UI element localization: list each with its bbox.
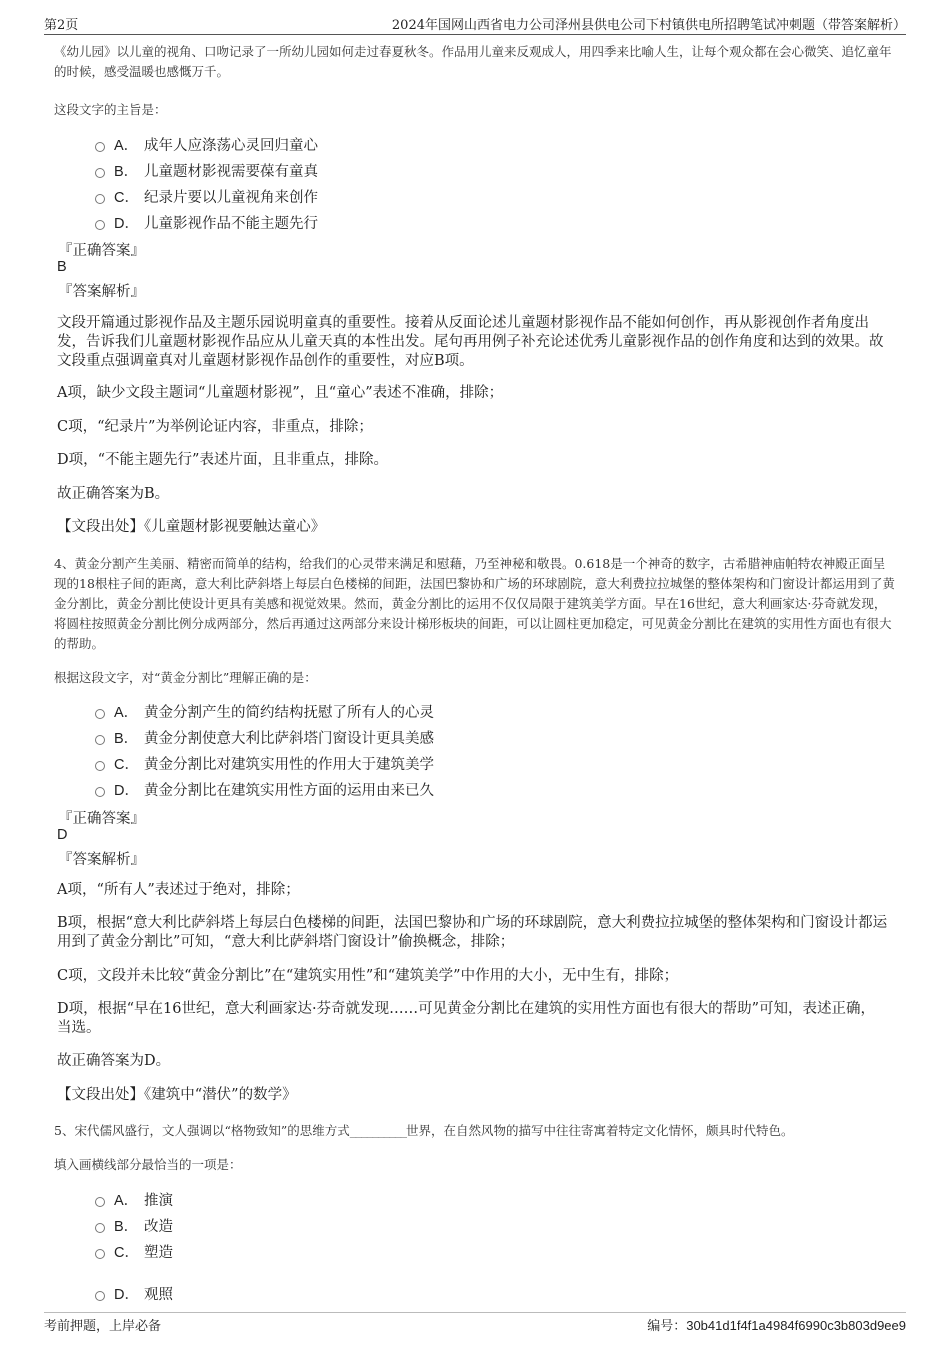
option-text: 成年人应涤荡心灵回归童心 [144, 137, 318, 154]
q4-passage: 4、黄金分割产生美丽、精密而简单的结构，给我们的心灵带来满足和慰藉，乃至神秘和敬畏。0.618是一个神奇的数字，古希腊神庙帕特农神殿正面呈现的18根柱子间的距离，意大利比萨斜塔上每层白色楼梯的间距，法国巴黎协和广场的环球剧院，意大利费拉拉城堡的整体架构和门窗设计都运用到了黄金分割比，黄金分割比使设计更具有美感和视觉效果。然而，黄金分割比的运用不仅仅局限于建筑美学方面。早在16世纪，意大利画家达·芬奇就发现，将圆柱按照黄金分割比例分成两部分，然后再通过这两部分来设计梯形板块的间距，可以让圆柱更加稳定，可见黄金分割比在建筑的实用性方面也有很大的帮助。 [54, 556, 895, 651]
q3-option-c[interactable]: C． 纪录片要以儿童视角来创作 [95, 186, 318, 206]
radio-icon[interactable] [95, 709, 105, 719]
q4-source: 【文段出处】《建筑中“潜伏”的数学》 [57, 1087, 297, 1103]
q4-conclusion: 故正确答案为D。 [57, 1053, 171, 1069]
q4-analysis-c: C项，文段并未比较“黄金分割比”在“建筑实用性”和“建筑美学”中作用的大小，无中生有，排除； [57, 968, 679, 984]
radio-icon[interactable] [95, 142, 105, 152]
radio-icon[interactable] [95, 194, 105, 204]
q5-option-b[interactable]: B． 改造 [95, 1215, 173, 1235]
q3-analysis-summary: 文段开篇通过影视作品及主题乐园说明童真的重要性。接着从反面论述儿童题材影视作品不能如何创作，再从影视创作者角度出发，告诉我们儿童题材影视作品应从儿童天真的本性出发。尾句再用例子补充论述优秀儿童影视作品的创作角度和达到的效果。故文段重点强调童真对儿童题材影视作品创作的重要性，对应B项。 [57, 315, 884, 369]
q3-prompt: 这段文字的主旨是： [54, 102, 167, 117]
option-text: 黄金分割使意大利比萨斜塔门窗设计更具美感 [144, 730, 434, 747]
q4-analysis-label: 『答案解析』 [58, 852, 145, 868]
q5-option-a[interactable]: A． 推演 [95, 1189, 173, 1209]
q4-analysis-b: B项，根据“意大利比萨斜塔上每层白色楼梯的间距，法国巴黎协和广场的环球剧院，意大利费拉拉城堡的整体架构和门窗设计都运用到了黄金分割比”可知，“意大利比萨斜塔门窗设计”偷换概念，排除； [57, 915, 888, 950]
radio-icon[interactable] [95, 1249, 105, 1259]
q4-option-a[interactable]: A． 黄金分割产生的简约结构抚慰了所有人的心灵 [95, 701, 434, 721]
q3-answer: B [57, 259, 67, 275]
q4-analysis-a: A项，“所有人”表述过于绝对，排除； [57, 882, 300, 898]
radio-icon[interactable] [95, 220, 105, 230]
q4-option-d[interactable]: D． 黄金分割比在建筑实用性方面的运用由来已久 [95, 779, 434, 799]
radio-icon[interactable] [95, 168, 105, 178]
radio-icon[interactable] [95, 1291, 105, 1301]
footer-slogan: 考前押题，上岸必备 [44, 1319, 162, 1334]
answer-blank: __________ [349, 1125, 406, 1138]
q4-option-b[interactable]: B． 黄金分割使意大利比萨斜塔门窗设计更具美感 [95, 727, 434, 747]
option-text: 黄金分割比在建筑实用性方面的运用由来已久 [144, 782, 434, 799]
q3-analysis-c: C项，“纪录片”为举例论证内容，非重点，排除； [57, 419, 373, 435]
option-text: 改造 [144, 1218, 173, 1235]
option-text: 黄金分割产生的简约结构抚慰了所有人的心灵 [144, 704, 434, 721]
q3-source: 【文段出处】《儿童题材影视要触达童心》 [57, 519, 326, 535]
q4-prompt: 根据这段文字，对“黄金分割比”理解正确的是： [54, 670, 317, 685]
option-text: 塑造 [144, 1244, 173, 1261]
q5-passage: 5、宋代儒风盛行，文人强调以“格物致知”的思维方式__________世界，在自然风物的描写中往往寄寓着特定文化情怀，颇具时代特色。 [54, 1123, 794, 1138]
option-text: 纪录片要以儿童视角来创作 [144, 189, 318, 206]
q5-prompt: 填入画横线部分最恰当的一项是： [54, 1157, 242, 1172]
option-text: 儿童影视作品不能主题先行 [144, 215, 318, 232]
q4-option-c[interactable]: C． 黄金分割比对建筑实用性的作用大于建筑美学 [95, 753, 434, 773]
radio-icon[interactable] [95, 761, 105, 771]
q3-passage: 《幼儿园》以儿童的视角、口吻记录了一所幼儿园如何走过春夏秋冬。作品用儿童来反观成人，用四季来比喻人生，让每个观众都在会心微笑、追忆童年的时候，感受温暖也感慨万千。 [54, 44, 892, 79]
q5-option-c[interactable]: C． 塑造 [95, 1241, 173, 1261]
page-number: 第2页 [44, 18, 79, 33]
q3-option-a[interactable]: A． 成年人应涤荡心灵回归童心 [95, 134, 318, 154]
radio-icon[interactable] [95, 787, 105, 797]
option-text: 黄金分割比对建筑实用性的作用大于建筑美学 [144, 756, 434, 773]
q3-option-b[interactable]: B． 儿童题材影视需要葆有童真 [95, 160, 318, 180]
document-code: 编号：30b41d1f4f1a4984f6990c3b803d9ee9 [647, 1318, 906, 1334]
radio-icon[interactable] [95, 1223, 105, 1233]
option-text: 儿童题材影视需要葆有童真 [144, 163, 318, 180]
q4-analysis-d: D项，根据“早在16世纪，意大利画家达·芬奇就发现……可见黄金分割比在建筑的实用性方面也有很大的帮助”可知，表述正确，当选。 [57, 1001, 876, 1036]
document-title: 2024年国网山西省电力公司泽州县供电公司下村镇供电所招聘笔试冲刺题（带答案解析） [391, 18, 906, 33]
q4-answer-label: 『正确答案』 [58, 811, 145, 827]
radio-icon[interactable] [95, 1197, 105, 1207]
q3-analysis-d: D项，“不能主题先行”表述片面，且非重点，排除。 [57, 452, 388, 468]
page-footer [44, 1312, 906, 1334]
q4-answer: D [57, 827, 68, 843]
q3-conclusion: 故正确答案为B。 [57, 486, 170, 502]
option-text: 推演 [144, 1192, 173, 1209]
option-text: 观照 [144, 1286, 173, 1303]
q3-analysis-a: A项，缺少文段主题词“儿童题材影视”，且“童心”表述不准确，排除； [57, 385, 504, 401]
page-header [44, 12, 906, 35]
q3-option-d[interactable]: D． 儿童影视作品不能主题先行 [95, 212, 318, 232]
q3-analysis-label: 『答案解析』 [58, 284, 145, 300]
q5-option-d[interactable]: D． 观照 [95, 1283, 173, 1303]
q3-answer-label: 『正确答案』 [58, 243, 145, 259]
radio-icon[interactable] [95, 735, 105, 745]
